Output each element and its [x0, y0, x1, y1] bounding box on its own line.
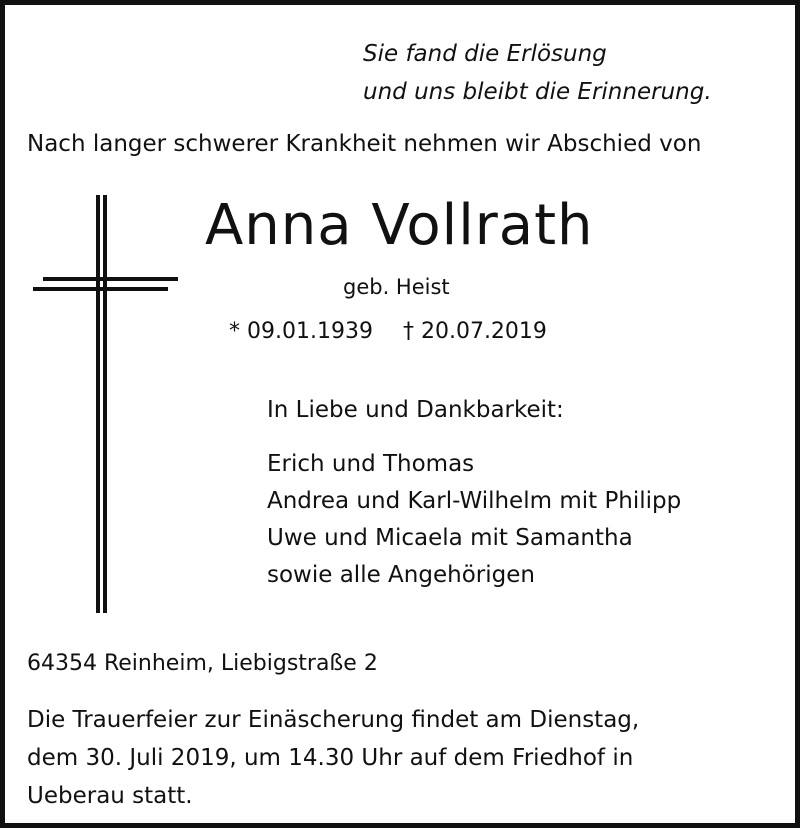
birth-date: * 09.01.1939 — [229, 319, 373, 344]
thanks-heading: In Liebe und Dankbarkeit: — [267, 397, 564, 423]
cross-horizontal-bar — [43, 277, 178, 281]
memorial-quote — [363, 35, 712, 111]
cross-horizontal-bar-2 — [33, 287, 168, 291]
address: 64354 Reinheim, Liebigstraße 2 — [27, 651, 378, 676]
service-line: Ueberau statt. — [27, 783, 193, 809]
cross-vertical-bar-2 — [103, 195, 107, 613]
death-date: † 20.07.2019 — [402, 319, 547, 344]
cross-vertical-bar — [96, 195, 100, 613]
service-line: Die Trauerfeier zur Einäscherung findet am Dienstag, — [27, 707, 640, 733]
mourners-list — [267, 446, 681, 594]
intro-text: Nach langer schwerer Krankheit nehmen wir Abschied von — [27, 131, 702, 157]
mourner-line: Uwe und Micaela mit Samantha — [267, 525, 633, 551]
service-line: dem 30. Juli 2019, um 14.30 Uhr auf dem Friedhof in — [27, 745, 634, 771]
mourner-line: Andrea und Karl-Wilhelm mit Philipp — [267, 488, 682, 514]
quote-line-1: Sie fand die Erlösung — [363, 41, 607, 67]
cross-icon — [27, 195, 187, 615]
quote-line-2: und uns bleibt die Erinnerung. — [363, 79, 712, 105]
life-dates — [229, 319, 547, 344]
mourner-line: sowie alle Angehörigen — [267, 562, 535, 588]
service-info — [27, 701, 639, 815]
maiden-name: geb. Heist — [343, 275, 450, 299]
deceased-name: Anna Vollrath — [205, 193, 594, 258]
mourner-line: Erich und Thomas — [267, 451, 475, 477]
